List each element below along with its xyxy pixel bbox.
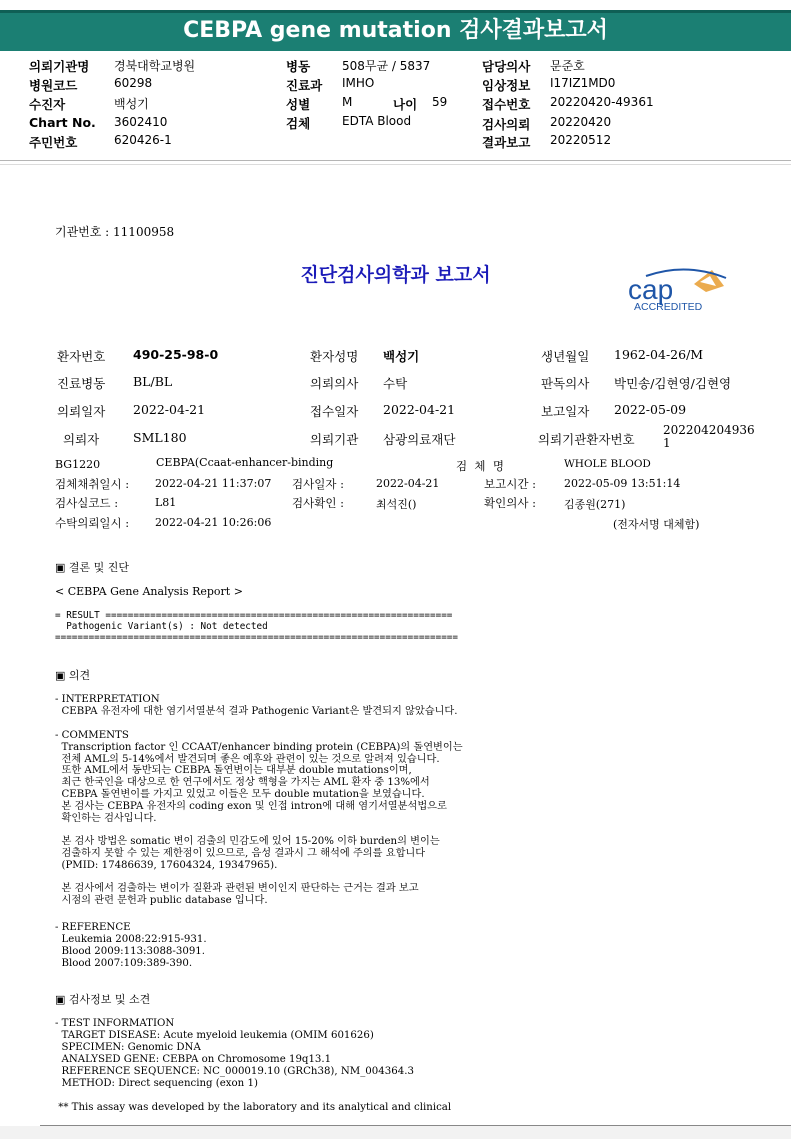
header-value: 경북대학교병원 [114, 59, 196, 73]
patient-label: 의뢰기관 [310, 432, 359, 447]
sample-value: 2022-04-21 10:26:06 [155, 516, 272, 529]
header-divider [0, 164, 791, 165]
patient-label: 의뢰자 [63, 432, 100, 447]
patient-value: 박민송/김현영/김현영 [614, 376, 732, 391]
sample-label: 보고시간 : [484, 477, 536, 491]
header-label: 검체 [286, 116, 311, 131]
patient-value: SML180 [133, 430, 187, 445]
header-label: 나이 [393, 97, 418, 112]
header-value: 20220512 [550, 133, 612, 147]
header-value: 백성기 [114, 97, 149, 111]
test-name: CEBPA(Ccaat-enhancer-binding [156, 456, 334, 469]
test-information-block: - TEST INFORMATION TARGET DISEASE: Acute myeloid leukemia (OMIM 601626) SPECIMEN: Genomic DNA ANALYSED GENE: CEBPA on Chromosome 19q13.1 REFERENCE SEQUENCE: NC_000019.10 (GRCh38), NM_004364.3 METHOD: Direct sequencing (exon 1) [55, 1018, 414, 1089]
header-value: 59 [432, 95, 448, 109]
test-code: BG1220 [55, 458, 101, 471]
patient-label: 의뢰의사 [310, 376, 359, 391]
sample-value: 최석진() [376, 498, 417, 511]
result-block: = RESULT ============================================================== Pathogenic Variant(s) : Not detected ======================================================================== [55, 610, 458, 643]
header-value: 620426-1 [114, 133, 172, 147]
report-name: < CEBPA Gene Analysis Report > [55, 585, 243, 598]
patient-value: BL/BL [133, 374, 173, 389]
conclusion-heading: ▣ 결론 및 진단 [55, 561, 130, 574]
header-divider [0, 160, 791, 161]
header-value: 60298 [114, 76, 153, 90]
header-value: 508무균 / 5837 [342, 59, 431, 73]
header-value: 문준호 [550, 59, 585, 73]
sample-value: 2022-05-09 13:51:14 [564, 477, 681, 490]
sample-label: 검사실코드 : [55, 496, 119, 510]
header-value: 3602410 [114, 115, 168, 129]
header-value: 20220420 [550, 115, 612, 129]
patient-value: 2022-04-21 [133, 402, 206, 417]
patient-value: 490-25-98-0 [133, 347, 219, 362]
header-label: 검사의뢰 [482, 117, 531, 132]
sample-value: L81 [155, 496, 177, 509]
header-label: 결과보고 [482, 135, 531, 150]
patient-value: 2022-05-09 [614, 402, 687, 417]
sample-value: 2022-04-21 11:37:07 [155, 477, 272, 490]
header-value: 20220420-49361 [550, 95, 654, 109]
header-label: 진료과 [286, 78, 323, 93]
patient-value: 백성기 [383, 349, 420, 364]
header-label: 담당의사 [482, 59, 531, 74]
header-value: IMHO [342, 76, 375, 90]
header-label: 접수번호 [482, 97, 531, 112]
header-value: M [342, 95, 353, 109]
interpretation-block: - INTERPRETATION CEBPA 유전자에 대한 염기서열분석 결과 Pathogenic Variant은 발견되지 않았습니다. [55, 694, 458, 717]
sample-label: 검체채취일시 : [55, 477, 130, 491]
patient-value: 2022-04-21 [383, 402, 456, 417]
specimen-value: WHOLE BLOOD [564, 458, 651, 470]
header-label: 주민번호 [29, 135, 78, 150]
patient-value: 202204204936 1 [663, 423, 755, 450]
patient-label: 환자성명 [310, 349, 359, 364]
header-label: 의뢰기관명 [29, 59, 90, 74]
patient-label: 보고일자 [541, 404, 590, 419]
sample-label: 검사일자 : [292, 477, 344, 491]
patient-label: 접수일자 [310, 404, 359, 419]
sample-value: 2022-04-21 [376, 477, 440, 490]
header-label: 임상정보 [482, 78, 531, 93]
patient-value: 수탁 [383, 376, 408, 391]
page-bottom-area [0, 1126, 791, 1139]
header-label: 성별 [286, 97, 311, 112]
sample-label: 수탁의뢰일시 : [55, 516, 130, 530]
header-label: 수진자 [29, 97, 66, 112]
header-value: I17IZ1MD0 [550, 76, 616, 90]
header-label: Chart No. [29, 115, 96, 130]
test-info-heading: ▣ 검사정보 및 소견 [55, 993, 151, 1006]
cap-accredited-logo [626, 266, 736, 316]
patient-value: 삼광의료재단 [383, 432, 456, 447]
sample-label: 확인의사 : [484, 496, 536, 510]
header-label: 병동 [286, 59, 311, 74]
cap-logo-subtext: ACCREDITED [634, 301, 703, 313]
cap-logo-text: cap [628, 274, 674, 305]
patient-label: 생년월일 [541, 349, 590, 364]
comments-block: - COMMENTS Transcription factor 인 CCAAT/enhancer binding protein (CEBPA)의 돌연변이는 전체 AML의 5-14%에서 발견되며 좋은 예후와 관련이 있는 것으로 알려져 있습니다. 또한 AML에서 동반되는 CEBPA 돌연변이는 대부분 double mutations이며, 최근 한국인을 대상으로 한 연구에서도 정상 핵형을 가지는 AML 환자 중 13%에서 CEBPA 돌연변이를 가지고 있었고 이들은 모두 double mutation을 보였습니다. 본 검사는 CEBPA 유전자의 coding exon 및 인접 intron에 대해 염기서열분석법으로 확인하는 검사입니다. 본 검사 방법은 somatic 변이 검출의 민감도에 있어 15-20% 이하 burden의 변이는 검출하지 못할 수 있는 제한점이 있으므로, 음성 결과시 그 해석에 주의를 요합니다 (PMID: 17486639, 17604324, 19347965). 본 검사에서 검출하는 변이가 질환과 관련된 변이인지 판단하는 근거는 결과 보고 시점의 관련 문헌과 public database 입니다. [55, 730, 463, 907]
patient-label: 판독의사 [541, 376, 590, 391]
header-label: 병원코드 [29, 78, 78, 93]
patient-label: 환자번호 [57, 349, 106, 364]
reference-block: - REFERENCE Leukemia 2008:22:915-931. Blood 2009:113:3088-3091. Blood 2007:109:389-390. [55, 922, 207, 969]
report-header-title: CEBPA gene mutation 검사결과보고서 [0, 10, 791, 51]
report-title: 진단검사의학과 보고서 [300, 264, 491, 286]
patient-label: 의뢰기관환자번호 [538, 432, 635, 447]
header-value: EDTA Blood [342, 114, 412, 128]
patient-value: 1962-04-26/M [614, 347, 704, 362]
institution-number: 기관번호 : 11100958 [55, 225, 175, 239]
footnote: ** This assay was developed by the laboratory and its analytical and clinical [55, 1102, 452, 1113]
patient-label: 진료병동 [57, 376, 106, 391]
sample-label: 검사확인 : [292, 496, 344, 510]
sample-value: 김종원(271) [564, 498, 626, 511]
specimen-label: 검 체 명 [456, 459, 504, 473]
patient-label: 의뢰일자 [57, 404, 106, 419]
opinion-heading: ▣ 의견 [55, 669, 91, 682]
e-signature-note: (전자서명 대체함) [613, 518, 700, 531]
